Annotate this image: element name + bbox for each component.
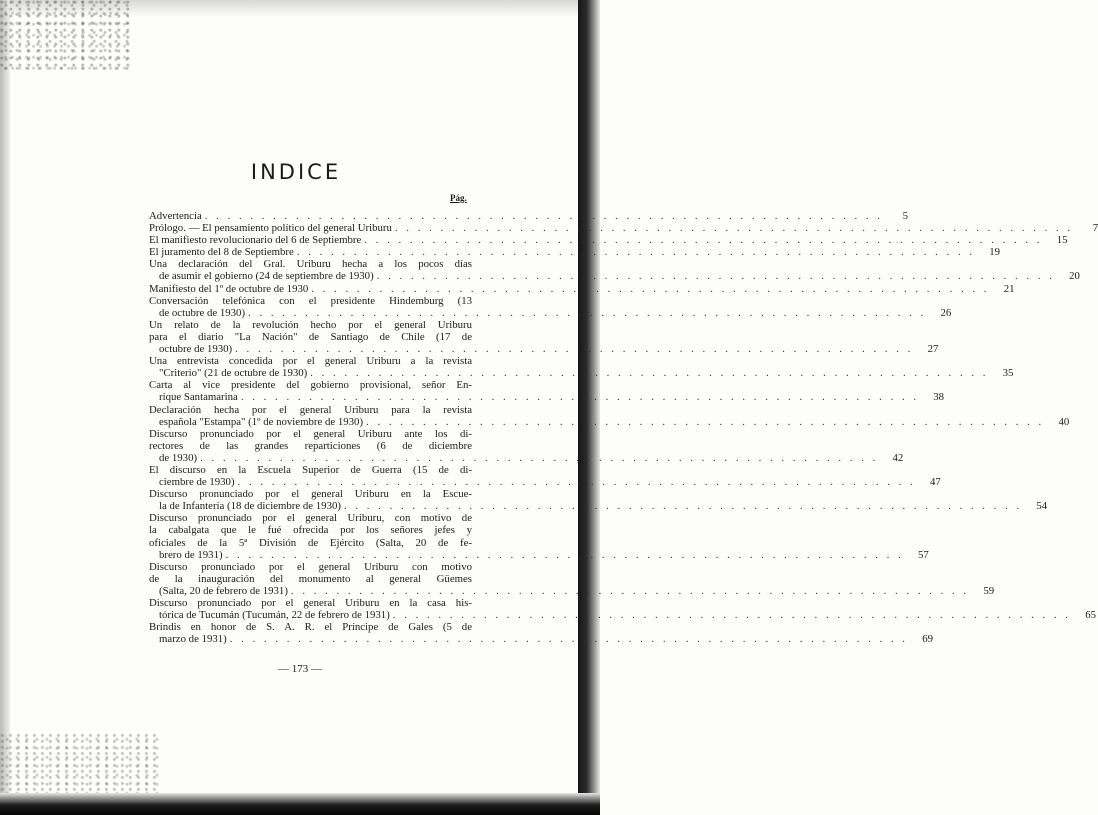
toc-entry <box>149 258 1080 283</box>
toc-entry-line: Una entrevista concedida por el general Uriburu a la revista <box>149 355 472 368</box>
scan-left-margin <box>0 0 10 815</box>
dot-leader: . . . . . . . . . . . . . . . . . . . . . . . . . . . . . . . . . . . . . . . . . . . . . . . . . . . . . . . . . . . . <box>310 367 989 380</box>
toc-entry-final-line <box>149 222 1098 235</box>
toc-entry-page: 42 <box>892 451 904 464</box>
toc-entry <box>149 222 1098 235</box>
toc-entry-final-line <box>149 451 904 464</box>
toc-entry <box>149 621 933 646</box>
dot-leader: . . . . . . . . . . . . . . . . . . . . . . . . . . . . . . . . . . . . . . . . . . . . . . . . . . . . . . . . . . . . <box>204 210 883 222</box>
toc-entry <box>149 560 995 597</box>
toc-entry-page: 21 <box>1003 282 1015 295</box>
toc-entry-final-line <box>149 476 941 489</box>
toc-entry-title: ciembre de 1930) <box>159 476 235 489</box>
toc-entry-title: marzo de 1931) <box>159 633 227 646</box>
toc-entry-title: rique Santamarina <box>159 391 238 404</box>
dot-leader: . . . . . . . . . . . . . . . . . . . . . . . . . . . . . . . . . . . . . . . . . . . . . . . . . . . . . . . . . . . . <box>343 500 1023 513</box>
dot-leader: . . . . . . . . . . . . . . . . . . . . . . . . . . . . . . . . . . . . . . . . . . . . . . . . . . . . . . . . . . . . <box>394 222 1074 235</box>
toc-entry-page: 27 <box>927 343 939 356</box>
toc-entry-line: Un relato de la revolución hecho por el general Uriburu <box>149 318 472 331</box>
toc-entry <box>149 246 1001 259</box>
toc-entry-line: Brindis en honor de S. A. R. el Príncipe de Gales (5 de <box>149 621 472 634</box>
toc-entry <box>149 427 904 464</box>
toc-entry-final-line <box>149 548 929 561</box>
page-title: INDICE <box>250 160 342 184</box>
dot-leader: . . . . . . . . . . . . . . . . . . . . . . . . . . . . . . . . . . . . . . . . . . . . . . . . . . . . . . . . . . . . <box>235 343 914 356</box>
toc-entry-final-line <box>149 246 1001 259</box>
toc-entry-line: Conversación telefónica con el presidente Hindemburg (13 <box>149 294 472 307</box>
toc-entry-line: la cabalgata que le fué ofrecida por los señores jefes y <box>149 524 472 537</box>
toc-entry-page: 38 <box>933 391 945 404</box>
toc-entry-final-line <box>149 633 933 646</box>
page-number: — 173 — <box>278 663 322 675</box>
toc-entry <box>149 294 952 319</box>
toc-entry-line: de la inauguración del monumento al general Güemes <box>149 572 472 585</box>
toc-entry-title: Manifiesto del 1º de octubre de 1930 <box>149 282 309 295</box>
toc-entry-title: de asumir el gobierno (24 de septiembre de 1930) <box>159 270 374 283</box>
dot-leader: . . . . . . . . . . . . . . . . . . . . . . . . . . . . . . . . . . . . . . . . . . . . . . . . . . . . . . . . . . . . <box>366 415 1045 428</box>
toc-entry-final-line <box>149 367 1014 380</box>
toc-entry-final-line <box>149 343 939 356</box>
toc-entry-final-line <box>149 282 1015 295</box>
toc-entry-page: 69 <box>922 633 933 646</box>
toc-entry-line: El discurso en la Escuela Superior de Guerra (15 de di- <box>149 463 472 476</box>
toc-entry-page: 26 <box>940 306 952 319</box>
dot-leader: . . . . . . . . . . . . . . . . . . . . . . . . . . . . . . . . . . . . . . . . . . . . . . . . . . . . . . . . . . . . <box>392 609 1072 622</box>
toc-entry <box>149 282 1015 295</box>
dot-leader: . . . . . . . . . . . . . . . . . . . . . . . . . . . . . . . . . . . . . . . . . . . . . . . . . . . . . . . . . . . . <box>200 451 879 464</box>
toc-entry <box>149 463 941 489</box>
toc-entry-page: 5 <box>902 210 908 222</box>
toc-entry-final-line <box>149 210 908 222</box>
toc-entry-page: 57 <box>917 548 929 561</box>
toc-entry-final-line <box>149 609 1097 622</box>
dot-leader: . . . . . . . . . . . . . . . . . . . . . . . . . . . . . . . . . . . . . . . . . . . . . . . . . . . . . . . . . . . . <box>290 584 970 597</box>
toc-entry <box>149 355 1014 380</box>
scan-bottom-shadow <box>0 793 600 815</box>
toc-entry-line: Carta al vice presidente del gobierno provisional, señor En- <box>149 379 472 392</box>
toc-entry-page: 59 <box>983 584 995 597</box>
dot-leader: . . . . . . . . . . . . . . . . . . . . . . . . . . . . . . . . . . . . . . . . . . . . . . . . . . . . . . . . . . . . <box>229 633 908 646</box>
toc-entry-final-line <box>149 391 945 404</box>
toc-entry-page: 47 <box>929 476 941 489</box>
toc-entry-title: la de Infantería (18 de diciembre de 1930) <box>159 500 341 513</box>
dot-leader: . . . . . . . . . . . . . . . . . . . . . . . . . . . . . . . . . . . . . . . . . . . . . . . . . . . . . . . . . . . . <box>376 270 1055 283</box>
toc-entry-line: Discurso pronunciado por el general Uriburu en la casa his- <box>149 597 472 609</box>
toc-entry-line: Discurso pronunciado por el general Uriburu en la Escue- <box>149 488 472 501</box>
toc-entry <box>149 379 945 404</box>
toc-entry <box>149 488 1048 513</box>
toc-entry-final-line <box>149 234 1068 247</box>
page-column-label: Pág. <box>450 193 467 203</box>
toc-entry-page: 19 <box>989 246 1001 259</box>
toc-entry-title: Advertencia <box>149 210 202 222</box>
toc-entry-line: oficiales de la 5ª División de Ejército (Salta, 20 de fe- <box>149 536 472 549</box>
toc-entry-line: para el diario "La Nación" de Santiago de Chile (17 de <box>149 330 472 343</box>
toc-entry-title: de 1930) <box>159 451 198 464</box>
toc-entry <box>149 597 1097 622</box>
scan-speckle <box>0 733 160 793</box>
toc-entry-line: Una declaración del Gral. Uriburu hecha a los pocos días <box>149 258 472 271</box>
toc-entry-final-line <box>149 584 995 597</box>
toc-entry-line: Discurso pronunciado por el general Uriburu con motivo <box>149 560 472 573</box>
toc-entry-page: 35 <box>1002 367 1014 380</box>
table-of-contents <box>149 210 1098 646</box>
toc-entry-title: tórica de Tucumán (Tucumán, 22 de febrero de 1931) <box>159 609 390 622</box>
dot-leader: . . . . . . . . . . . . . . . . . . . . . . . . . . . . . . . . . . . . . . . . . . . . . . . . . . . . . . . . . . . . <box>248 306 927 319</box>
toc-entry-line: rectores de las grandes reparticiones (6 de diciembre <box>149 439 472 452</box>
toc-entry-title: octubre de 1930) <box>159 343 233 356</box>
dot-leader: . . . . . . . . . . . . . . . . . . . . . . . . . . . . . . . . . . . . . . . . . . . . . . . . . . . . . . . . . . . . <box>225 548 904 561</box>
toc-entry-final-line <box>149 415 1070 428</box>
toc-entry-line: Declaración hecha por el general Uriburu para la revista <box>149 403 472 416</box>
toc-entry-page: 7 <box>1092 222 1098 235</box>
toc-entry-page: 40 <box>1058 415 1070 428</box>
toc-entry-page: 65 <box>1085 609 1097 622</box>
toc-entry-title: Prólogo. — El pensamiento político del general Uriburu <box>149 222 392 235</box>
toc-entry <box>149 318 939 356</box>
toc-entry <box>149 512 929 561</box>
toc-entry <box>149 403 1070 428</box>
toc-entry-title: de octubre de 1930) <box>159 306 246 319</box>
dot-leader: . . . . . . . . . . . . . . . . . . . . . . . . . . . . . . . . . . . . . . . . . . . . . . . . . . . . . . . . . . . . <box>364 234 1043 247</box>
toc-entry-final-line <box>149 500 1048 513</box>
scan-speckle <box>0 0 130 70</box>
dot-leader: . . . . . . . . . . . . . . . . . . . . . . . . . . . . . . . . . . . . . . . . . . . . . . . . . . . . . . . . . . . . <box>240 391 920 404</box>
toc-entry-title: brero de 1931) <box>159 548 223 561</box>
dot-leader: . . . . . . . . . . . . . . . . . . . . . . . . . . . . . . . . . . . . . . . . . . . . . . . . . . . . . . . . . . . . <box>296 246 976 259</box>
dot-leader: . . . . . . . . . . . . . . . . . . . . . . . . . . . . . . . . . . . . . . . . . . . . . . . . . . . . . . . . . . . . <box>311 282 990 295</box>
toc-entry-page: 54 <box>1036 500 1048 513</box>
toc-entry-title: (Salta, 20 de febrero de 1931) <box>159 584 288 597</box>
toc-entry-page: 15 <box>1056 234 1068 247</box>
toc-entry-line: Discurso pronunciado por el general Uriburu, con motivo de <box>149 512 472 525</box>
toc-entry-line: Discurso pronunciado por el general Uriburu ante los di- <box>149 427 472 440</box>
toc-entry-final-line <box>149 270 1080 283</box>
scan-right-shadow <box>578 0 600 815</box>
toc-entry-final-line <box>149 306 952 319</box>
toc-entry-title: El juramento del 8 de Septiembre <box>149 246 294 259</box>
toc-entry <box>149 234 1068 247</box>
toc-entry <box>149 210 908 222</box>
toc-entry-title: El manifiesto revolucionario del 6 de Septiembre <box>149 234 362 247</box>
toc-entry-title: "Criterio" (21 de octubre de 1930) <box>159 367 308 380</box>
toc-entry-title: española "Estampa" (1º de noviembre de 1930) <box>159 415 364 428</box>
toc-entry-page: 20 <box>1069 270 1080 283</box>
dot-leader: . . . . . . . . . . . . . . . . . . . . . . . . . . . . . . . . . . . . . . . . . . . . . . . . . . . . . . . . . . . . <box>237 476 916 489</box>
